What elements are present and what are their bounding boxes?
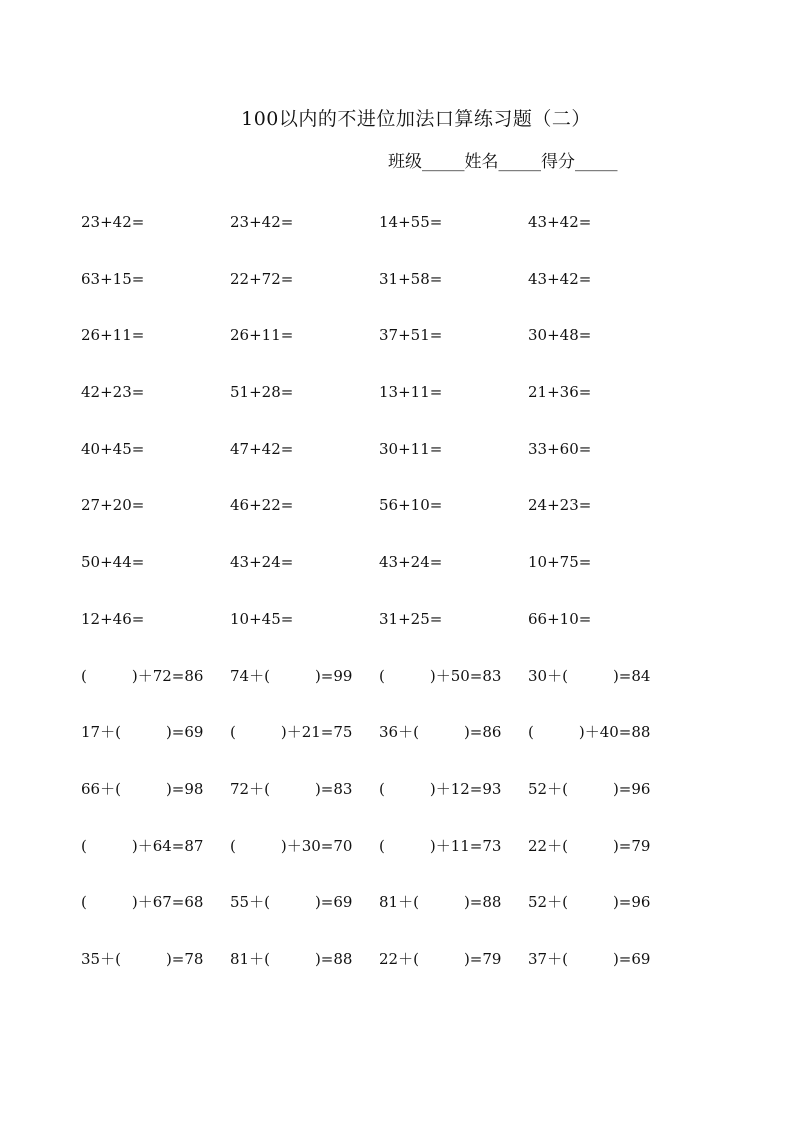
problem-item: 81＋( )=88 (379, 893, 502, 912)
problem-item: 22+72= (230, 269, 294, 288)
problem-item: 63+15= (81, 269, 145, 288)
problem-item: 52＋( )=96 (528, 893, 651, 912)
problem-item: ( )＋64=87 (81, 836, 204, 855)
problem-item: 81＋( )=88 (230, 949, 353, 968)
problem-item: 37+51= (379, 326, 443, 345)
problem-item: 12+46= (81, 609, 145, 628)
problem-item: 43+24= (230, 553, 294, 572)
problem-row (81, 949, 681, 1006)
problem-item: 13+11= (379, 383, 443, 402)
problem-item: 43+24= (379, 553, 443, 572)
problem-item: 10+45= (230, 609, 294, 628)
problem-item: 30+48= (528, 326, 592, 345)
problem-item: 40+45= (81, 439, 145, 458)
problem-item: 46+22= (230, 496, 294, 515)
problem-item: 72＋( )=83 (230, 779, 353, 798)
problem-item: 14+55= (379, 213, 443, 231)
problem-row (81, 495, 681, 552)
problem-item: 23+42= (230, 213, 294, 231)
problem-row (81, 722, 681, 779)
problem-item: 31+25= (379, 609, 443, 628)
problem-item: ( )＋67=68 (81, 893, 204, 912)
problem-row (81, 779, 681, 836)
problem-item: 10+75= (528, 553, 592, 572)
problem-item: ( )＋30=70 (230, 836, 353, 855)
problem-item: 17＋( )=69 (81, 723, 204, 742)
problem-row (81, 439, 681, 496)
problem-item: 52＋( )=96 (528, 779, 651, 798)
problem-row (81, 552, 681, 609)
problem-item: 23+42= (81, 213, 145, 231)
problem-item: 22＋( )=79 (528, 836, 651, 855)
problem-item: 30＋( )=84 (528, 666, 651, 685)
problem-row (81, 212, 681, 269)
problem-item: 35＋( )=78 (81, 949, 204, 968)
problem-item: 56+10= (379, 496, 443, 515)
worksheet-title: 100以内的不进位加法口算练习题（二） (241, 108, 591, 130)
problem-row (81, 666, 681, 723)
problem-row (81, 892, 681, 949)
problem-item: 36＋( )=86 (379, 723, 502, 742)
problem-item: 47+42= (230, 439, 294, 458)
problem-row (81, 382, 681, 439)
problem-item: 43+42= (528, 213, 592, 231)
problem-item: ( )＋40=88 (528, 723, 651, 742)
problem-item: 43+42= (528, 269, 592, 288)
problem-item: 27+20= (81, 496, 145, 515)
problem-row (81, 269, 681, 326)
problem-row (81, 609, 681, 666)
problem-item: 30+11= (379, 439, 443, 458)
student-info-line: 班级_____姓名_____得分_____ (388, 152, 618, 172)
problem-item: 66＋( )=98 (81, 779, 204, 798)
problem-item: ( )＋50=83 (379, 666, 502, 685)
problem-item: 31+58= (379, 269, 443, 288)
problem-grid (81, 212, 681, 1006)
problem-item: 22＋( )=79 (379, 949, 502, 968)
problem-item: ( )＋21=75 (230, 723, 353, 742)
problem-item: ( )＋72=86 (81, 666, 204, 685)
problem-item: 51+28= (230, 383, 294, 402)
problem-item: ( )＋11=73 (379, 836, 502, 855)
problem-item: 37＋( )=69 (528, 949, 651, 968)
problem-item: 42+23= (81, 383, 145, 402)
problem-row (81, 325, 681, 382)
problem-item: 66+10= (528, 609, 592, 628)
problem-item: 55＋( )=69 (230, 893, 353, 912)
problem-row (81, 836, 681, 893)
problem-item: 21+36= (528, 383, 592, 402)
problem-item: 33+60= (528, 439, 592, 458)
problem-item: 74＋( )=99 (230, 666, 353, 685)
problem-item: ( )＋12=93 (379, 779, 502, 798)
problem-item: 26+11= (230, 326, 294, 345)
problem-item: 50+44= (81, 553, 145, 572)
problem-item: 24+23= (528, 496, 592, 515)
problem-item: 26+11= (81, 326, 145, 345)
